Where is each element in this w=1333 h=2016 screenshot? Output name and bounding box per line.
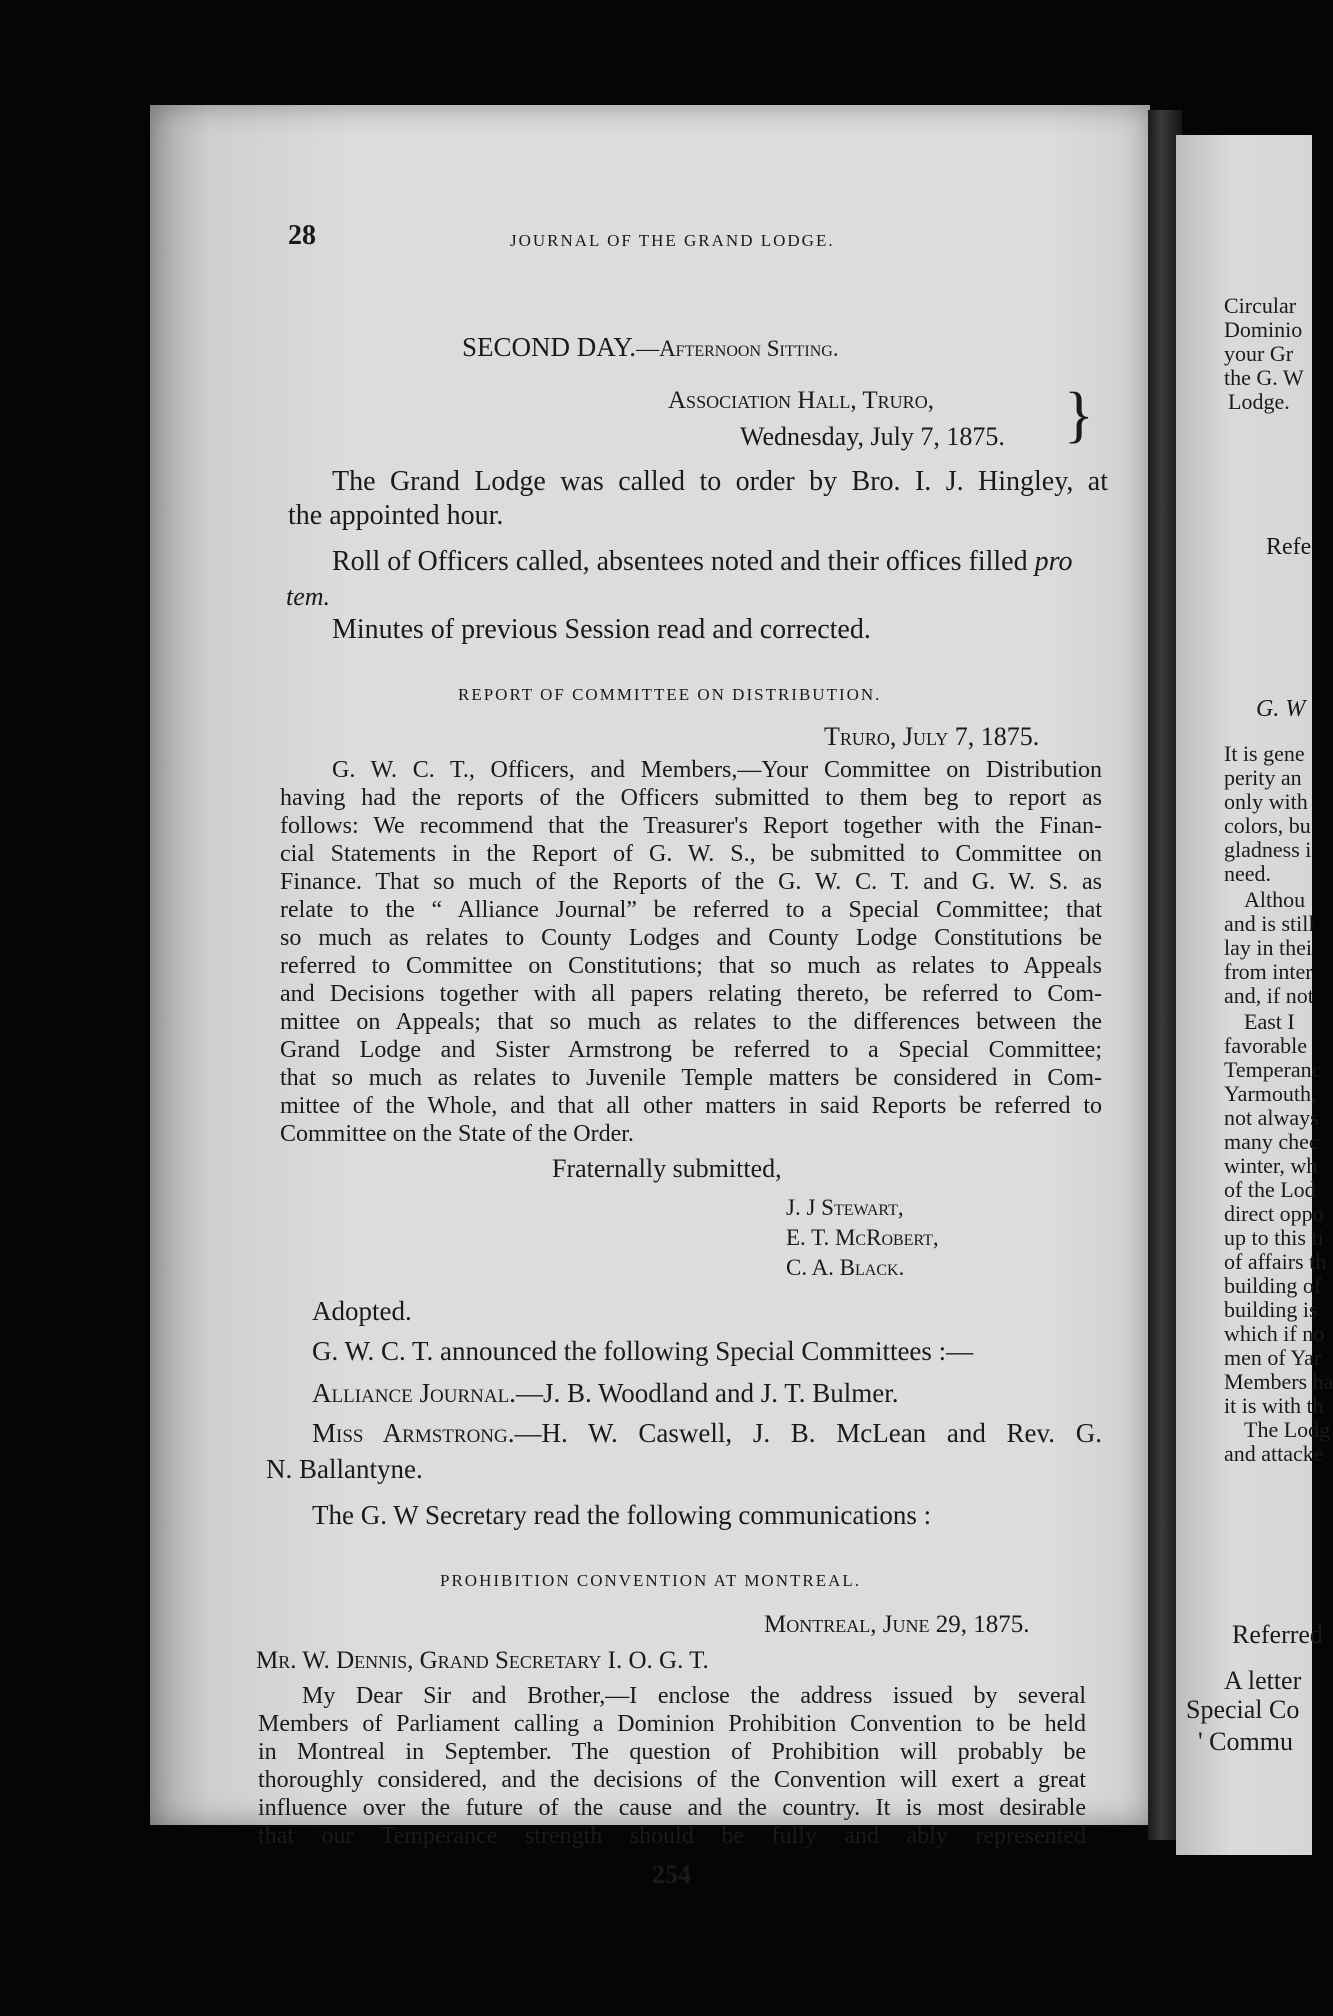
signatory: C. A. Black. (786, 1255, 905, 1280)
report-line: having had the reports of the Officers submitted to them beg to report as (280, 785, 1102, 811)
facing-line: lay in thei (1224, 935, 1312, 960)
letter-line: influence over the future of the cause and the country. It is most desirable (258, 1795, 1086, 1821)
facing-line: building is (1224, 1297, 1318, 1322)
facing-line: G. W (1256, 696, 1306, 722)
facing-line: perity an (1224, 765, 1302, 790)
letter-line: in Montreal in September. The question of Prohibition will probably be (258, 1739, 1086, 1765)
facing-line: ' Commu (1198, 1727, 1293, 1756)
report-line: Finance. That so much of the Reports of the G. W. C. T. and G. W. S. as (280, 869, 1102, 895)
committee-2-name: Miss Armstrong. (312, 1418, 515, 1448)
facing-line: it is with th (1224, 1393, 1324, 1418)
facing-line: Circular (1224, 293, 1297, 318)
facing-line: only with (1224, 789, 1308, 814)
letter-addressee: Mr. W. Dennis, Grand Secretary I. O. G. T. (256, 1647, 709, 1674)
facing-line: Special Co (1186, 1695, 1300, 1724)
committee-2 (312, 1420, 1102, 1447)
facing-line: of affairs th (1224, 1249, 1327, 1274)
facing-line: gladness i (1224, 837, 1312, 862)
report-line: G. W. C. T., Officers, and Members,—Your Committee on Distribution (332, 757, 1102, 783)
facing-line: Althou (1244, 887, 1306, 912)
report-line: mittee on Appeals; that so much as relates to the differences between the (280, 1009, 1102, 1035)
facing-line: Lodge. (1228, 389, 1290, 414)
facing-line: men of Yar (1224, 1345, 1322, 1370)
facing-line: The Lodg (1244, 1417, 1331, 1442)
facing-line: Refe (1266, 534, 1312, 560)
facing-line: and attacke (1224, 1441, 1324, 1466)
opening-line: the appointed hour. (288, 500, 504, 531)
signatory: E. T. McRobert, (786, 1225, 939, 1250)
committee-1 (312, 1380, 899, 1407)
report-line: and Decisions together with all papers relating thereto, be referred to Com- (280, 981, 1102, 1007)
facing-line: your Gr (1224, 341, 1294, 366)
facing-line: Members ha (1224, 1369, 1333, 1394)
letter-line: that our Temperance strength should be fully and ably represented (258, 1823, 1086, 1849)
facing-line: Dominio (1224, 317, 1303, 342)
report-line: cial Statements in the Report of G. W. S., be submitted to Committee on (280, 841, 1102, 867)
facing-line: winter, wh (1224, 1153, 1318, 1178)
report-line: so much as relates to County Lodges and County Lodge Constitutions be (280, 925, 1102, 951)
report-line: referred to Committee on Constitutions; that so much as relates to Appeals (280, 953, 1102, 979)
report-line: mittee of the Whole, and that all other matters in said Reports be referred to (280, 1093, 1102, 1119)
committee-2-cont: N. Ballantyne. (266, 1454, 423, 1484)
facing-line: the G. W (1224, 365, 1304, 390)
opening-line-text: Roll of Officers called, absentees noted and their offices filled (332, 546, 1028, 577)
report-dateline: Truro, July 7, 1875. (824, 722, 1040, 751)
brace: } (1064, 381, 1094, 449)
page-number: 28 (288, 220, 316, 251)
footer-number: 254 (652, 1860, 691, 1889)
session-heading-sub: —Afternoon Sitting. (636, 336, 839, 361)
announcement: G. W. C. T. announced the following Special Committees :— (312, 1336, 974, 1366)
committee-2-members: —H. W. Caswell, J. B. McLean and Rev. G. (514, 1418, 1102, 1448)
facing-line: favorable (1224, 1033, 1308, 1058)
facing-line: and, if not (1224, 983, 1314, 1008)
facing-line: many chec (1224, 1129, 1319, 1154)
facing-line: which if no (1224, 1321, 1325, 1346)
signatory: J. J Stewart, (786, 1195, 904, 1220)
opening-line: tem. (286, 582, 331, 611)
report-line: Committee on the State of the Order. (280, 1121, 634, 1147)
facing-line: of the Lod (1224, 1177, 1316, 1202)
report-line: relate to the “ Alliance Journal” be referred to a Special Committee; that (280, 897, 1102, 923)
facing-line: Yarmouth, (1224, 1081, 1317, 1106)
opening-line (332, 548, 1102, 576)
date-line: Wednesday, July 7, 1875. (740, 422, 1005, 451)
letter-dateline: Montreal, June 29, 1875. (764, 1611, 1030, 1638)
facing-page (1176, 135, 1333, 1855)
session-heading (462, 334, 839, 361)
report-heading: REPORT OF COMMITTEE ON DISTRIBUTION. (458, 685, 882, 704)
report-line: that so much as relates to Juvenile Temple matters be considered in Com- (280, 1065, 1102, 1091)
facing-line: not always (1224, 1105, 1319, 1130)
opening-line: Minutes of previous Session read and corrected. (332, 614, 871, 645)
facing-line: direct oppo (1224, 1201, 1324, 1226)
committee-1-members: —J. B. Woodland and J. T. Bulmer. (515, 1378, 899, 1408)
committee-1-name: Alliance Journal. (312, 1378, 516, 1408)
session-heading-main: SECOND DAY. (462, 332, 637, 362)
facing-line: and is still (1224, 911, 1315, 936)
report-line: Grand Lodge and Sister Armstrong be referred to a Special Committee; (280, 1037, 1102, 1063)
report-line: follows: We recommend that the Treasurer's Report together with the Finan- (280, 813, 1102, 839)
letter-line: Members of Parliament calling a Dominion Prohibition Convention to be held (258, 1711, 1086, 1737)
facing-line: from inter (1224, 959, 1313, 984)
letter-heading: PROHIBITION CONVENTION AT MONTREAL. (440, 1571, 862, 1590)
facing-line: building of (1224, 1273, 1322, 1298)
opening-line: The Grand Lodge was called to order by Bro. I. J. Hingley, at (332, 466, 1108, 497)
location-line: Association Hall, Truro, (668, 387, 934, 414)
running-title: JOURNAL OF THE GRAND LODGE. (510, 231, 835, 250)
letter-line: My Dear Sir and Brother,—I enclose the address issued by several (302, 1683, 1086, 1709)
opening-line-italic: pro (1034, 546, 1073, 577)
facing-line: colors, bu (1224, 813, 1311, 838)
facing-line: A letter (1224, 1666, 1302, 1695)
facing-line: Temperanc (1224, 1057, 1322, 1082)
facing-line: up to this ti (1224, 1225, 1324, 1250)
secretary-note: The G. W Secretary read the following communications : (312, 1500, 932, 1530)
adopted: Adopted. (312, 1296, 412, 1326)
facing-line: It is gene (1224, 741, 1305, 766)
facing-line: Referred (1232, 1620, 1323, 1649)
facing-line: need. (1224, 861, 1272, 886)
facing-line: East I (1244, 1009, 1295, 1034)
report-closing: Fraternally submitted, (552, 1154, 782, 1183)
letter-line: thoroughly considered, and the decisions of the Convention will exert a great (258, 1767, 1086, 1793)
